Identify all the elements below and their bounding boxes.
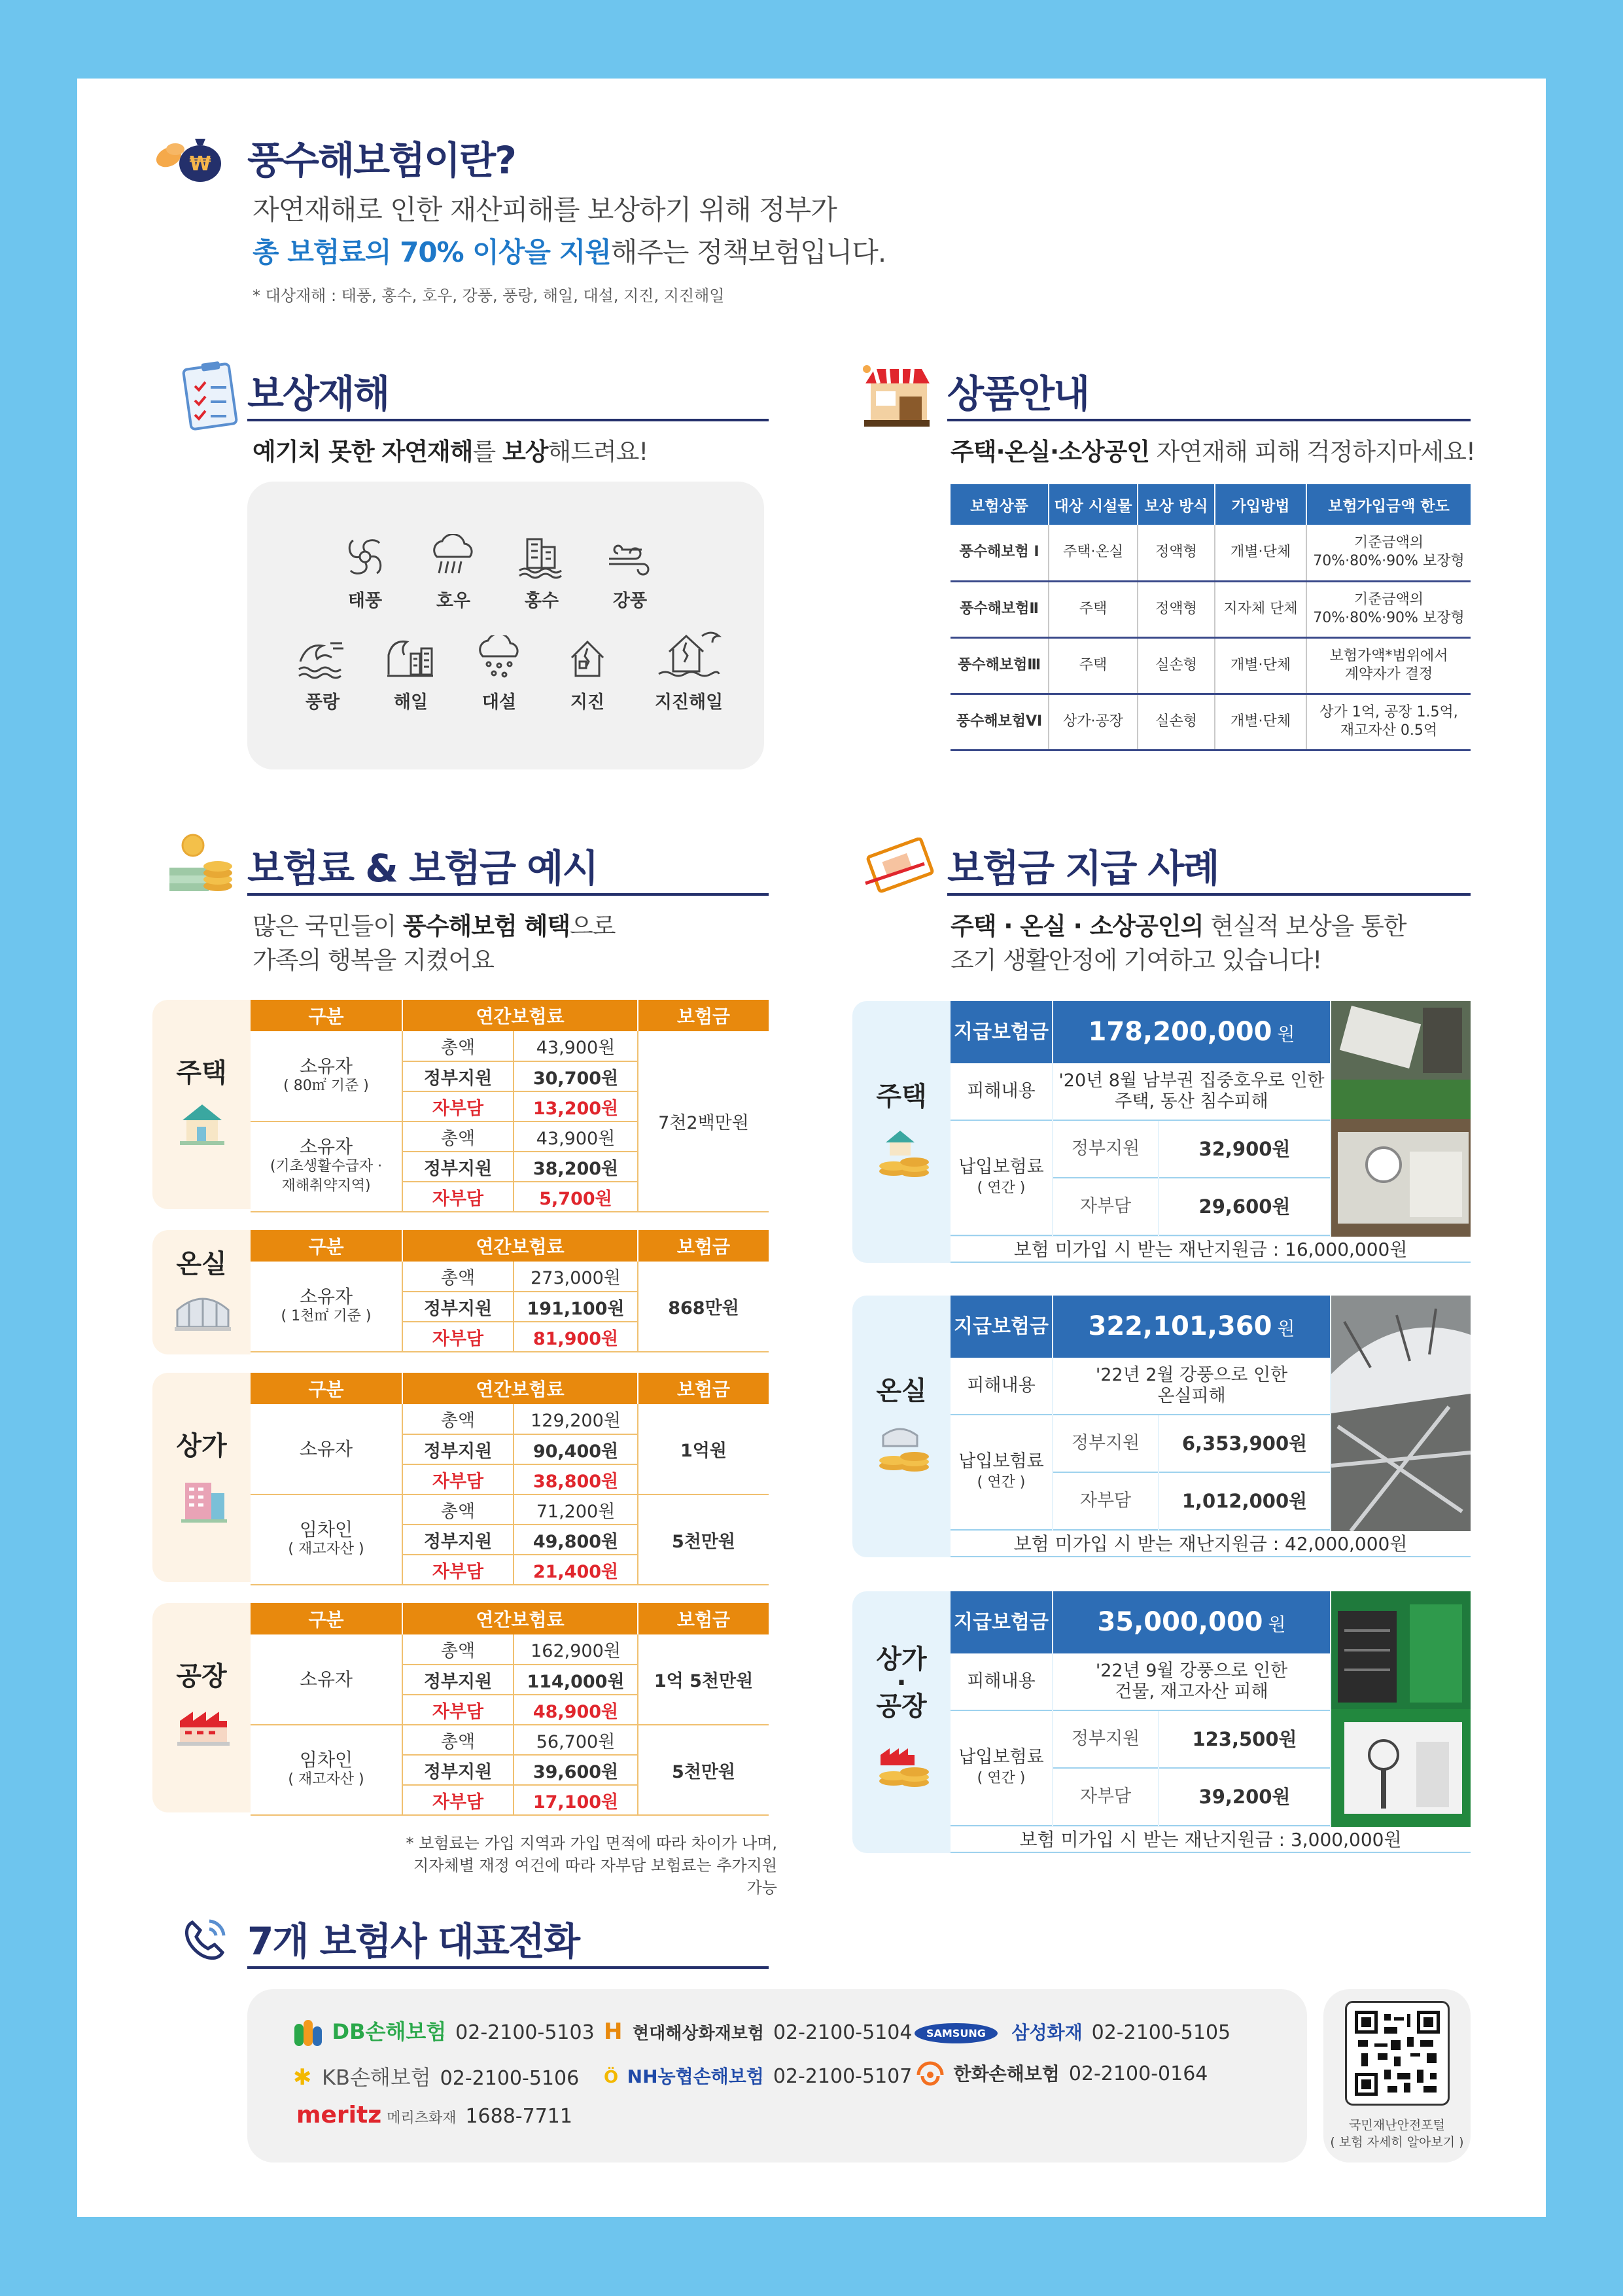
damage-line1: '20년 8월 남부권 집중호우로 인한 <box>1058 1070 1325 1091</box>
product-join: 개별·단체 <box>1215 694 1306 750</box>
insurers-divider <box>247 1966 769 1969</box>
strong-wind-icon <box>604 534 656 580</box>
product-name: 풍수해보험VI <box>951 694 1049 750</box>
house-vulnerable-label: 소유자 <box>299 1136 353 1157</box>
gov-value: 39,600원 <box>514 1755 638 1785</box>
factory-label: 공장 <box>176 1661 227 1691</box>
damage-line2: 주택, 동산 침수피해 <box>1115 1091 1268 1112</box>
paid-amount <box>1053 1296 1330 1358</box>
hazards-title: 보상재해 <box>247 372 389 416</box>
gov-label: 정부지원 <box>1053 1121 1158 1178</box>
won-unit: 원 <box>1277 1023 1295 1045</box>
damage-line1: '22년 9월 강풍으로 인한 <box>1095 1661 1288 1681</box>
greenhouse-owner-cell <box>251 1262 402 1352</box>
damage-label: 피해내용 <box>951 1063 1052 1121</box>
total-label: 총액 <box>402 1725 514 1755</box>
factory-premium-table <box>251 1603 769 1816</box>
svg-text:₩: ₩ <box>189 152 211 175</box>
hazards-sub-rest: 해드려요! <box>548 438 648 466</box>
insurers-title: 7개 보험사 대표전화 <box>247 1919 579 1964</box>
intro-line1: 자연재해로 인한 재산피해를 보상하기 위해 정부가 <box>253 194 837 226</box>
gov-value: 191,100원 <box>514 1292 638 1322</box>
store-building-icon <box>179 1471 228 1523</box>
won-unit: 원 <box>1277 1318 1295 1339</box>
hazard-label: 풍랑 <box>305 692 340 713</box>
paid-amount <box>1053 1001 1330 1063</box>
factory-tenant-benefit: 5천만원 <box>638 1725 769 1815</box>
hazard-label: 지진 <box>570 692 605 713</box>
paid-label: 지급보험금 <box>951 1296 1052 1358</box>
insurer-kb <box>293 2061 579 2091</box>
product-limit <box>1306 694 1471 750</box>
total-label: 총액 <box>402 1262 514 1292</box>
house-owner-basis: ( 80㎡ 기준 ) <box>283 1077 369 1094</box>
premium-paid-label <box>951 1711 1052 1826</box>
paid-amount-value: 35,000,000 <box>1097 1607 1263 1637</box>
damage-label: 피해내용 <box>951 1358 1052 1415</box>
gov-value: 123,500원 <box>1159 1711 1330 1769</box>
product-limit-line1: 기준금액의 <box>1353 535 1424 552</box>
qr-code[interactable] <box>1345 2001 1450 2106</box>
hazards-subtitle <box>253 435 648 469</box>
samsung-logo-icon: SAMSUNG <box>915 2023 998 2043</box>
premiums-sub-c: 으로 <box>570 912 616 940</box>
product-target: 주택 <box>1049 637 1138 694</box>
product-target: 주택·온실 <box>1049 525 1138 581</box>
product-join: 개별·단체 <box>1215 637 1306 694</box>
hazard-earthquake <box>542 635 633 713</box>
intro-title: 풍수해보험이란? <box>247 138 515 183</box>
products-sub-rest: 자연재해 피해 걱정하지마세요! <box>1149 438 1475 466</box>
greenhouse-label: 온실 <box>176 1249 227 1279</box>
self-value: 29,600원 <box>1159 1178 1330 1236</box>
premium-header: 구분 <box>251 1373 402 1404</box>
product-limit-line2: 계약자가 결정 <box>1344 666 1433 682</box>
case-note: 보험 미가입 시 받는 재난지원금 : 42,000,000원 <box>951 1531 1471 1557</box>
intro-line2-rest: 해주는 정책보험입니다. <box>610 236 886 268</box>
factory-owner-benefit: 1억 5천만원 <box>638 1634 769 1725</box>
greenhouse-icon <box>173 1290 232 1336</box>
case-house-label: 주택 <box>876 1082 927 1112</box>
damage-desc <box>1053 1063 1330 1121</box>
products-header: 대상 시설물 <box>1049 484 1138 525</box>
total-value: 162,900원 <box>514 1634 638 1665</box>
self-label: 자부담 <box>402 1322 514 1352</box>
hazard-earthquake-tsunami <box>637 626 741 713</box>
store-damage-photo <box>1331 1591 1471 1827</box>
product-method: 정액형 <box>1138 525 1215 581</box>
premium-header: 보험금 <box>638 1603 769 1634</box>
premium-paid-label <box>951 1121 1052 1236</box>
gov-label: 정부지원 <box>402 1061 514 1091</box>
kb-star-icon: ✱ <box>293 2064 312 2091</box>
house-premium-table <box>251 1000 769 1212</box>
gov-value: 90,400원 <box>514 1434 638 1464</box>
self-value: 21,400원 <box>514 1555 638 1585</box>
house-icon <box>177 1098 227 1148</box>
earthquake-icon <box>561 635 614 681</box>
insurer-db <box>293 2015 595 2050</box>
product-method: 정액형 <box>1138 581 1215 637</box>
products-subtitle <box>951 435 1475 469</box>
typhoon-icon <box>339 534 391 580</box>
store-owner-benefit: 1억원 <box>638 1404 769 1494</box>
high-waves-icon <box>296 635 349 681</box>
products-sub-bold: 주택·온실·소상공인 <box>951 438 1150 466</box>
products-header: 보험가입금액 한도 <box>1306 484 1471 525</box>
hazard-label: 태풍 <box>347 591 383 611</box>
premium-paid-title: 납입보험료 <box>958 1157 1044 1177</box>
premiums-note-line2: 지자체별 재정 여건에 따라 자부담 보험료는 추가지원 가능 <box>413 1856 777 1897</box>
qr-caption-line2: ( 보험 자세히 알아보기 ) <box>1330 2135 1464 2149</box>
store-premium-table <box>251 1373 769 1585</box>
total-label: 총액 <box>402 1494 514 1525</box>
product-limit <box>1306 581 1471 637</box>
products-divider <box>947 419 1471 421</box>
premium-paid-title: 납입보험료 <box>958 1451 1044 1472</box>
factory-icon <box>176 1701 231 1750</box>
products-row <box>951 694 1471 750</box>
insurer-hanwha <box>915 2060 1208 2089</box>
total-label: 총액 <box>402 1122 514 1152</box>
gov-value: 32,900원 <box>1159 1121 1330 1178</box>
nh-logo-icon: Ö <box>604 2068 619 2087</box>
self-value: 81,900원 <box>514 1322 638 1352</box>
hazards-divider <box>247 419 769 421</box>
store-tenant-cell <box>251 1494 402 1585</box>
premium-header: 연간보험료 <box>402 1373 638 1404</box>
products-row <box>951 581 1471 637</box>
paid-amount-value: 178,200,000 <box>1088 1017 1272 1047</box>
hazard-high-waves <box>277 635 368 713</box>
paid-amount <box>1053 1591 1330 1653</box>
damage-line2: 온실피해 <box>1157 1386 1226 1406</box>
paid-label: 지급보험금 <box>951 1591 1052 1653</box>
self-label: 자부담 <box>402 1464 514 1494</box>
qr-caption <box>1323 2117 1471 2151</box>
intro-note: * 대상재해 : 태풍, 홍수, 호우, 강풍, 풍랑, 해일, 대설, 지진, 지진해일 <box>253 287 725 305</box>
product-target: 상가·공장 <box>1049 694 1138 750</box>
damage-line2: 건물, 재고자산 피해 <box>1115 1682 1268 1702</box>
insurer-phone: 02-2100-5103 <box>455 2021 595 2044</box>
won-unit: 원 <box>1268 1614 1286 1635</box>
total-value: 56,700원 <box>514 1725 638 1755</box>
shop-stall-icon <box>859 360 931 434</box>
case-label-store: 상가 <box>876 1644 927 1674</box>
insurer-name: 한화손해보험 <box>953 2063 1060 2085</box>
insurer-samsung <box>915 2019 1230 2045</box>
hazard-heavy-rain <box>408 534 499 612</box>
hazard-strong-wind <box>584 534 676 612</box>
premiums-subtitle <box>253 910 616 978</box>
gov-label: 정부지원 <box>402 1755 514 1785</box>
self-label: 자부담 <box>1053 1473 1158 1530</box>
cases-sub-b: 현실적 보상을 통한 <box>1203 912 1406 940</box>
insurer-phone: 02-2100-5104 <box>773 2021 913 2044</box>
hazard-heavy-snow <box>453 635 545 713</box>
qr-caption-line1: 국민재난안전포털 <box>1349 2118 1445 2132</box>
insurer-name: 삼성화재 <box>1011 2022 1083 2043</box>
insurer-name: NH농협손해보험 <box>627 2066 764 2087</box>
premium-header: 보험금 <box>638 1000 769 1031</box>
premium-paid-annual: ( 연간 ) <box>977 1770 1026 1786</box>
premium-header: 구분 <box>251 1000 402 1031</box>
hazards-sub-bold1: 예기치 못한 자연재해 <box>253 438 473 466</box>
product-method: 실손형 <box>1138 637 1215 694</box>
insurer-name-korean: 메리츠화재 <box>387 2110 457 2127</box>
hazard-typhoon <box>319 534 411 612</box>
total-value: 273,000원 <box>514 1262 638 1292</box>
premiums-title: 보험료 & 보험금 예시 <box>247 846 598 891</box>
product-method: 실손형 <box>1138 694 1215 750</box>
self-value: 48,900원 <box>514 1695 638 1725</box>
case-label-dot: · <box>896 1668 907 1698</box>
greenhouse-premium-table <box>251 1230 769 1352</box>
premium-header: 연간보험료 <box>402 1000 638 1031</box>
self-label: 자부담 <box>402 1695 514 1725</box>
self-label: 자부담 <box>402 1555 514 1585</box>
product-limit-line1: 기준금액의 <box>1353 592 1424 608</box>
premiums-divider <box>247 893 769 896</box>
damage-desc <box>1053 1358 1330 1415</box>
house-owner-cell <box>251 1031 402 1122</box>
product-limit <box>1306 525 1471 581</box>
product-name: 풍수해보험Ⅱ <box>951 581 1049 637</box>
products-row <box>951 637 1471 694</box>
gov-value: 38,200원 <box>514 1152 638 1182</box>
products-header: 보험상품 <box>951 484 1049 525</box>
insurer-hyundai <box>604 2019 912 2045</box>
damage-label: 피해내용 <box>951 1653 1052 1711</box>
hazards-sub-mid: 를 <box>472 438 502 466</box>
insurer-name: meritz <box>296 2102 382 2128</box>
cases-divider <box>947 893 1471 896</box>
db-logo-icon <box>293 2017 326 2050</box>
insurer-meritz <box>296 2102 572 2128</box>
store-tenant-label: 임차인 <box>299 1519 353 1540</box>
tsunami-wave-icon <box>385 635 437 681</box>
product-limit-line2: 70%·80%·90% 보장형 <box>1313 610 1465 626</box>
premium-header: 연간보험료 <box>402 1603 638 1634</box>
insurer-phone: 1688-7711 <box>465 2105 572 2128</box>
total-value: 43,900원 <box>514 1031 638 1061</box>
house-owner-label: 소유자 <box>299 1055 353 1077</box>
damage-desc <box>1053 1653 1330 1711</box>
factory-tenant-label: 임차인 <box>299 1749 353 1771</box>
product-limit-line2: 70%·80%·90% 보장형 <box>1313 553 1465 570</box>
premium-paid-annual: ( 연간 ) <box>977 1180 1026 1196</box>
products-title: 상품안내 <box>947 372 1089 416</box>
gov-value: 114,000원 <box>514 1665 638 1695</box>
product-limit-line1: 상가 1억, 공장 1.5억, <box>1319 704 1458 720</box>
hyundai-logo-icon: H <box>604 2019 623 2045</box>
case-greenhouse-label: 온실 <box>876 1376 927 1406</box>
hazard-label: 지진해일 <box>654 692 724 713</box>
premiums-sub-line2: 가족의 행복을 지켰어요 <box>253 946 494 974</box>
self-value: 13,200원 <box>514 1091 638 1122</box>
hazard-label: 홍수 <box>524 591 559 611</box>
greenhouse-owner-basis: ( 1천㎡ 기준 ) <box>281 1307 372 1324</box>
factory-tenant-cell <box>251 1725 402 1815</box>
premium-paid-title: 납입보험료 <box>958 1747 1044 1767</box>
hazard-label: 호우 <box>436 591 471 611</box>
premium-header: 구분 <box>251 1230 402 1262</box>
insurer-name: DB손해보험 <box>332 2019 447 2044</box>
self-label: 자부담 <box>1053 1769 1158 1826</box>
cases-sub-a: 주택 · 온실 · 소상공인의 <box>951 912 1204 940</box>
heavy-snow-icon <box>473 635 525 681</box>
cases-title: 보험금 지급 사례 <box>947 846 1219 891</box>
hazard-label: 해일 <box>393 692 428 713</box>
gov-label: 정부지원 <box>402 1434 514 1464</box>
coins-stack-icon <box>166 831 237 899</box>
heavy-rain-icon <box>427 534 480 580</box>
products-header: 가입방법 <box>1215 484 1306 525</box>
insurer-name: KB손해보험 <box>322 2065 431 2090</box>
gov-label: 정부지원 <box>402 1292 514 1322</box>
factory-category <box>152 1603 251 1812</box>
document-icon <box>859 838 937 899</box>
house-benefit: 7천2백만원 <box>638 1031 769 1212</box>
hazard-flood <box>496 534 587 612</box>
greenhouse-owner-label: 소유자 <box>299 1285 353 1307</box>
paid-label: 지급보험금 <box>951 1001 1052 1063</box>
premiums-sub-a: 많은 국민들이 <box>253 912 403 940</box>
total-value: 129,200원 <box>514 1404 638 1434</box>
insurer-nh <box>604 2062 912 2089</box>
premiums-sub-b: 풍수해보험 혜택 <box>402 912 570 940</box>
house-damage-photo <box>1331 1001 1471 1237</box>
gov-label: 정부지원 <box>1053 1415 1158 1473</box>
case-label-factory: 공장 <box>876 1691 927 1722</box>
products-header: 보상 방식 <box>1138 484 1215 525</box>
premium-header: 연간보험료 <box>402 1230 638 1262</box>
house-vulnerable-basis1: (기초생활수급자 · <box>270 1158 383 1174</box>
store-tenant-benefit: 5천만원 <box>638 1494 769 1585</box>
gov-label: 정부지원 <box>402 1525 514 1555</box>
self-value: 39,200원 <box>1159 1769 1330 1826</box>
gov-value: 6,353,900원 <box>1159 1415 1330 1473</box>
product-name: 풍수해보험 I <box>951 525 1049 581</box>
premium-header: 구분 <box>251 1603 402 1634</box>
store-owner-label: 소유자 <box>251 1404 402 1494</box>
money-bag-icon <box>154 124 226 186</box>
product-target: 주택 <box>1049 581 1138 637</box>
premiums-note-line1: * 보험료는 가입 지역과 가입 면적에 따라 차이가 나며, <box>406 1834 777 1852</box>
house-category <box>152 1000 251 1209</box>
checklist-icon <box>182 360 241 434</box>
store-category <box>152 1373 251 1582</box>
products-table <box>951 484 1471 751</box>
gov-label: 정부지원 <box>402 1665 514 1695</box>
premium-header: 보험금 <box>638 1230 769 1262</box>
product-join: 개별·단체 <box>1215 525 1306 581</box>
intro-line2 <box>253 236 886 270</box>
premium-paid-label <box>951 1415 1052 1530</box>
product-limit-line2: 재고자산 0.5억 <box>1340 722 1438 739</box>
product-limit <box>1306 637 1471 694</box>
gov-label: 정부지원 <box>1053 1711 1158 1769</box>
total-label: 총액 <box>402 1031 514 1061</box>
self-label: 자부담 <box>402 1182 514 1212</box>
factory-owner-label: 소유자 <box>251 1634 402 1725</box>
house-vulnerable-cell <box>251 1122 402 1212</box>
self-label: 자부담 <box>402 1091 514 1122</box>
greenhouse-benefit: 868만원 <box>638 1262 769 1352</box>
factory-tenant-basis: ( 재고자산 ) <box>288 1771 364 1788</box>
house-vulnerable-basis2: 재해취약지역) <box>281 1178 371 1194</box>
hazards-sub-bold2: 보상 <box>502 438 548 466</box>
hanwha-logo-icon <box>915 2060 947 2089</box>
factory-coins-icon <box>874 1735 933 1788</box>
total-label: 총액 <box>402 1404 514 1434</box>
store-label: 상가 <box>176 1431 227 1461</box>
products-row <box>951 525 1471 581</box>
cases-sub-line2: 조기 생활안정에 기여하고 있습니다! <box>951 946 1322 974</box>
case-store-factory-label <box>852 1642 951 1723</box>
gov-value: 30,700원 <box>514 1061 638 1091</box>
greenhouse-category <box>152 1230 251 1354</box>
product-name: 풍수해보험Ⅲ <box>951 637 1049 694</box>
premiums-note <box>404 1832 777 1899</box>
hazard-label: 강풍 <box>612 591 648 611</box>
self-value: 17,100원 <box>514 1785 638 1815</box>
premium-header: 보험금 <box>638 1373 769 1404</box>
self-value: 38,800원 <box>514 1464 638 1494</box>
self-label: 자부담 <box>1053 1178 1158 1236</box>
premium-paid-annual: ( 연간 ) <box>977 1474 1026 1491</box>
store-tenant-basis: ( 재고자산 ) <box>288 1541 364 1557</box>
insurer-phone: 02-2100-0164 <box>1068 2062 1208 2085</box>
case-note: 보험 미가입 시 받는 재난지원금 : 16,000,000원 <box>951 1237 1471 1263</box>
greenhouse-coins-icon <box>874 1420 933 1472</box>
hazard-panel <box>247 482 764 769</box>
hazard-label: 대설 <box>481 692 517 713</box>
product-limit-line1: 보험가액*범위에서 <box>1329 648 1448 664</box>
self-value: 1,012,000원 <box>1159 1473 1330 1530</box>
phone-icon <box>175 1911 234 1972</box>
earthquake-tsunami-icon <box>656 626 722 681</box>
greenhouse-damage-photo <box>1331 1296 1471 1531</box>
insurer-phone: 02-2100-5106 <box>440 2067 580 2090</box>
self-label: 자부담 <box>402 1785 514 1815</box>
insurer-phone: 02-2100-5105 <box>1091 2021 1231 2044</box>
flood-icon <box>515 534 568 580</box>
house-coins-icon <box>874 1125 933 1178</box>
total-label: 총액 <box>402 1634 514 1665</box>
insurer-name: 현대해상화재보험 <box>633 2024 764 2043</box>
self-value: 5,700원 <box>514 1182 638 1212</box>
case-note: 보험 미가입 시 받는 재난지원금 : 3,000,000원 <box>951 1827 1471 1853</box>
leaflet-page <box>77 79 1546 2217</box>
damage-line1: '22년 2월 강풍으로 인한 <box>1095 1365 1288 1385</box>
gov-value: 49,800원 <box>514 1525 638 1555</box>
total-value: 43,900원 <box>514 1122 638 1152</box>
cases-subtitle <box>951 910 1406 978</box>
gov-label: 정부지원 <box>402 1152 514 1182</box>
insurer-phone: 02-2100-5107 <box>773 2065 913 2088</box>
product-join: 지자체 단체 <box>1215 581 1306 637</box>
hazard-tsunami <box>365 635 457 713</box>
house-label: 주택 <box>176 1058 227 1088</box>
paid-amount-value: 322,101,360 <box>1088 1311 1272 1341</box>
total-value: 71,200원 <box>514 1494 638 1525</box>
intro-highlight: 총 보험료의 70% 이상을 지원 <box>253 236 611 268</box>
